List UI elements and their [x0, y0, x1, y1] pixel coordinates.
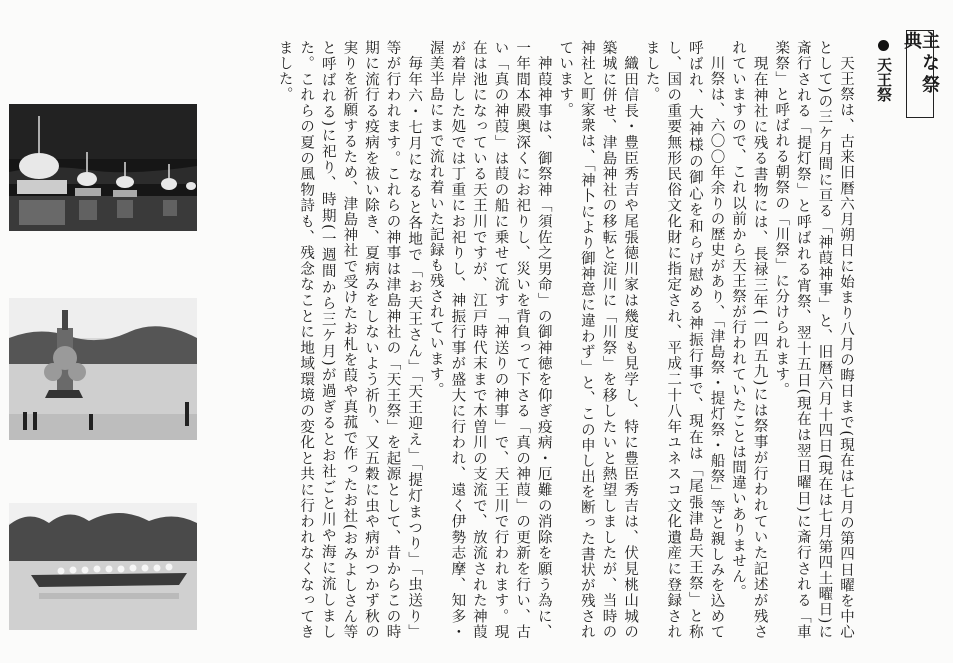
long-boat-photo	[9, 503, 197, 630]
section-heading: 主な祭典	[901, 31, 940, 97]
long-boat-image	[9, 503, 197, 630]
bullet-icon	[878, 40, 889, 51]
paragraph: 毎年六・七月になると各地で「お天王さん」「天王迎え」「提灯まつり」「虫送り」等が行われます。これらの神事は津島神社の「天王祭」を起源として、昔からこの時期に流行る疫病を祓い除き、夏病みをしないよう祈り、又五穀に虫や病がつかず秋の実りを祈願するため、津島神社で受けたお札を葭や真菰で作ったお社(おみよしさん等と呼ばれる)に祀り、時期(一週間から三ケ月)が過ぎるとお社ごと川や海に流しました。これらの夏の風物詩も、残念なことに地域環境の変化と共に行われなくなってきました。	[276, 40, 423, 640]
article-body	[206, 40, 856, 640]
subheading	[876, 40, 891, 102]
section-heading-box	[901, 30, 940, 118]
float-boat-photo	[9, 298, 197, 440]
night-festival-photo	[9, 104, 197, 231]
subheading-text: 天王祭	[875, 57, 893, 102]
paragraph: 天王祭は、古来旧暦六月朔日に始まり八月の晦日まで(現在は七月の第四日曜を中心として)の三ケ月間に亘る「神葭神事」と、旧暦六月十四日(現在は七月第四土曜日)に斎行される「提灯祭」と呼ばれる宵祭、翌十五日(現在は翌日曜日)に斎行される「車楽祭」と呼ばれる朝祭の「川祭」に分けられます。	[773, 40, 854, 640]
paragraph: 現在神社に残る書物には、長禄三年(一四五九)には祭事が行われていた記述が残されていますので、これ以前から天王祭が行われていたことは間違いありません。	[730, 40, 768, 640]
float-boat-image	[9, 298, 197, 440]
paragraph: 織田信長・豊臣秀吉や尾張徳川家は幾度も見学し、特に豊臣秀吉は、伏見桃山城の築城に併せ、津島神社の移転と淀川に「川祭」を移したいと熱望しましたが、当時の神社と町家衆は、「神卜により御神意に違わず」と、この申し出を断った書状が残されています。	[557, 40, 639, 640]
paragraph: 川祭は、六〇〇年余りの歴史があり、「津島祭・提灯祭・船祭」等と親しみを込めて呼ばれ、大神様の御心を和らげ慰める神振行事で、現在は「尾張津島天王祭」と称し、国の重要無形民俗文化財に指定され、平成二十八年ユネスコ文化遺産に登録されました。	[643, 40, 725, 640]
night-festival-image	[9, 104, 197, 231]
paragraph: 神葭神事は、御祭神「須佐之男命」の御神徳を仰ぎ疫病・厄難の消除を願う為に、一年間本殿奥深くにお祀りし、災いを背負って下さる「真の神葭」の更新を行い、古い「真の神葭」は葭の船に乗せて流す「神送りの神事」で、天王川で行われます。現在は池になっている天王川ですが、江戸時代末まで木曽川の支流で、放流された神葭が着岸した処では丁重にお祀りし、神振行事が盛大に行われ、遠く伊勢志摩、知多・渥美半島にまで流れ着いた記録も残されています。	[427, 40, 552, 640]
